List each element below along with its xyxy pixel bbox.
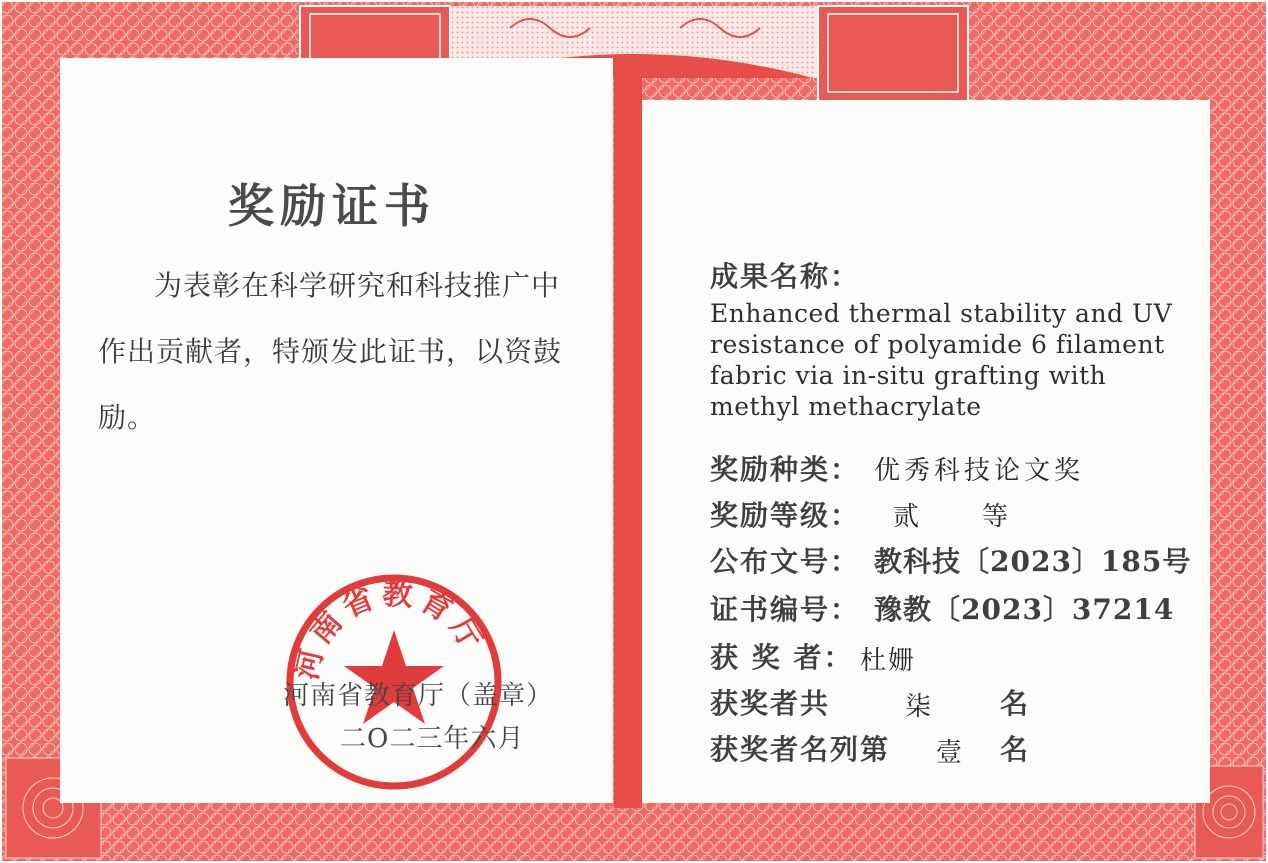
doc-number-label: 公布文号： [710, 545, 861, 578]
award-type-label: 奖励种类： [710, 453, 861, 486]
certificate-title: 奖励证书 [228, 179, 436, 233]
award-type-value: 优秀科技论文奖 [874, 456, 1085, 486]
rank-number: 壹 [936, 738, 967, 768]
award-grade-number: 贰 [893, 502, 924, 532]
total-winners-unit: 名 [1000, 687, 1031, 720]
cert-number-label: 证书编号： [710, 593, 861, 626]
cert-number-value: 豫教〔2023〕37214 [874, 593, 1175, 626]
issuer-line: 河南省教育厅（盖章） [283, 681, 554, 711]
total-winners-label: 获奖者共 [710, 687, 831, 720]
total-winners-number: 柒 [905, 692, 936, 722]
winner-label: 获 奖 者： [710, 641, 854, 674]
issue-date: 二O二三年六月 [340, 724, 525, 754]
seal-text: 河南省教育厅 [289, 576, 492, 684]
certificate-intro: 为表彰在科学研究和科技推广中作出贡献者，特颁发此证书，以资鼓励。 [98, 269, 563, 434]
rank-label: 获奖者名列第 [710, 733, 891, 766]
rank-unit: 名 [1000, 733, 1031, 766]
award-grade-label: 奖励等级： [710, 499, 861, 532]
award-grade-unit: 等 [982, 502, 1013, 532]
doc-number-value: 教科技〔2023〕185号 [874, 545, 1192, 578]
result-label: 成果名称： [710, 260, 861, 293]
winner-name: 杜姗 [860, 646, 917, 676]
result-title: Enhanced thermal stability and UV resistance of polyamide 6 filament fabric via in-situ grafting with methyl methacrylate [710, 299, 1173, 421]
